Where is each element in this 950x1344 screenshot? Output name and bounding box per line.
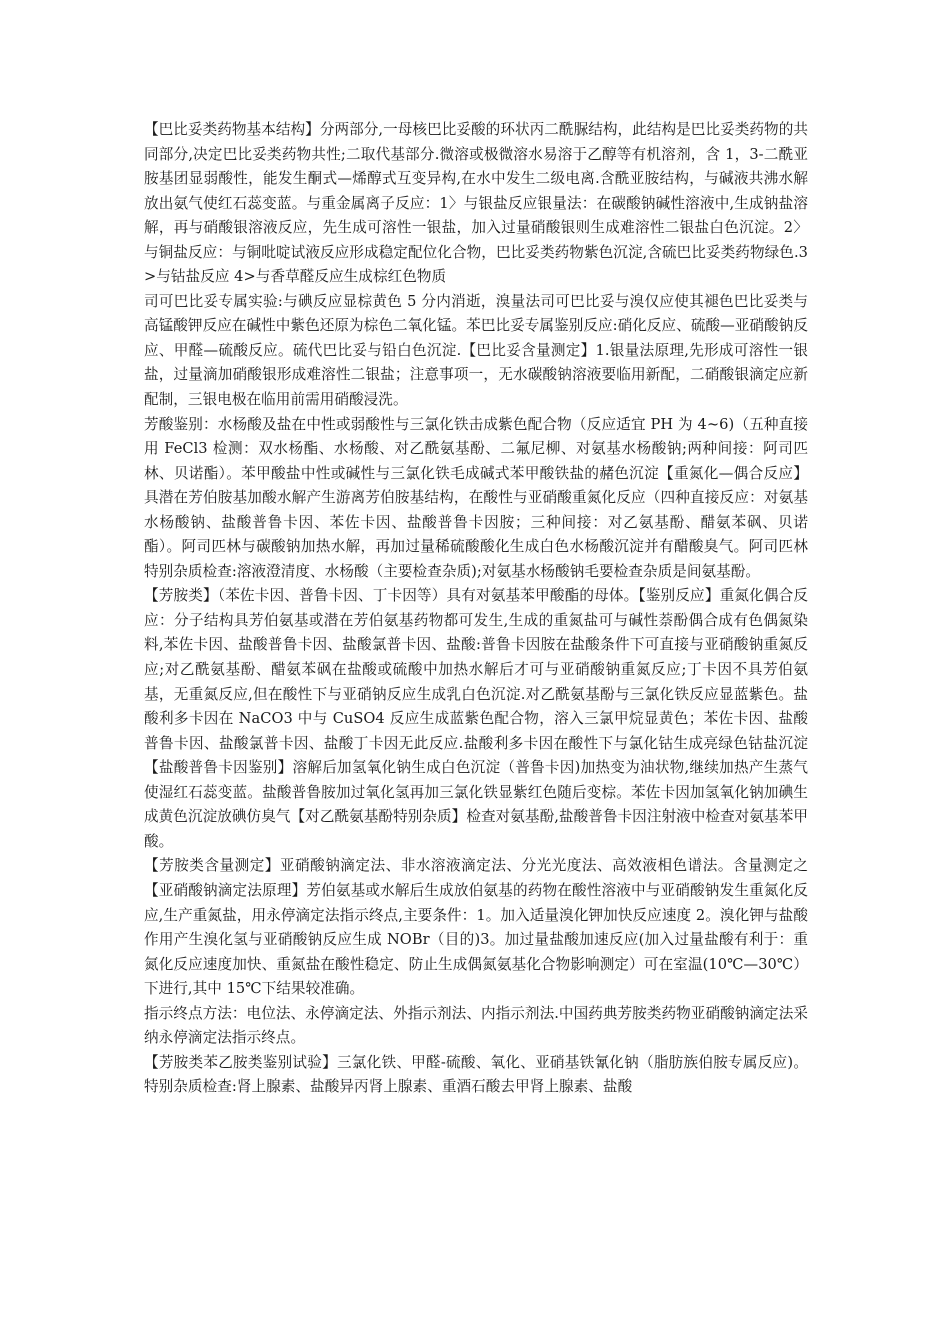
- paragraph-aromatic-acid-identification: 芳酸鉴别：水杨酸及盐在中性或弱酸性与三氯化铁击成紫色配合物（反应适宜 PH 为 4~6)（五种直接用 FeCl3 检测：双水杨酯、水杨酸、对乙酰氨基酚、二氟尼柳、对氨基水杨酸钠;两种间接：阿司匹林、贝诺酯）。苯甲酸盐中性或碱性与三氯化铁毛成碱式苯甲酸铁盐的赭色沉淀【重氮化—偶合反应】具潜在芳伯胺基加酸水解产生游离芳伯胺基结构，在酸性与亚硝酸重氮化反应（四种直接反应：对氨基水杨酸钠、盐酸普鲁卡因、苯佐卡因、盐酸普鲁卡因胺；三种间接：对乙氨基酚、醋氨苯砜、贝诺酯）。阿司匹林与碳酸钠加热水解，再加过量稀硫酸酸化生成白色水杨酸沉淀并有醋酸臭气。阿司匹林特别杂质检查:溶液澄清度、水杨酸（主要检查杂质);对氨基水杨酸钠毛要检查杂质是间氨基酚。: [144, 415, 808, 580]
- paragraph-barbiturate-structure: 【巴比妥类药物基本结构】分两部分,一母核巴比妥酸的环状丙二酰脲结构，此结构是巴比妥类药物的共同部分,决定巴比妥类药物共性;二取代基部分.微溶或极微溶水易溶于乙醇等有机溶剂，含 1，3-二酰亚胺基团显弱酸性，能发生酮式—烯醇式互变异构,在水中发生二级电离.含酰亚胺结构，与碱液共沸水解放出氨气使红石蕊变蓝。与重金属离子反应：1〉与银盐反应银量法：在碳酸钠碱性溶液中,生成钠盐溶解，再与硝酸银溶液反应，先生成可溶性一银盐，加入过量硝酸银则生成难溶性二银盐白色沉淀。2〉与铜盐反应：与铜吡啶试液反应形成稳定配位化合物，巴比妥类药物紫色沉淀,含硫巴比妥类药物绿色.3>与钴盐反应 4>与香草醛反应生成棕红色物质: [144, 121, 808, 286]
- paragraph-secobarbital-assay: 司可巴比妥专属实验:与碘反应显棕黄色 5 分内消逝，溴量法司可巴比妥与溴仅应使其褪色巴比妥类与高锰酸钾反应在碱性中紫色还原为棕色二氧化锰。苯巴比妥专属鉴别反应:硝化反应、硫酸—亚硝酸钠反应、甲醛—硫酸反应。硫代巴比妥与铅白色沉淀.【巴比妥含量测定】1.银量法原理,先形成可溶性一银盐，过量滴加硝酸银形成难溶性二银盐；注意事项一，无水碳酸钠溶液要临用新配，二硝酸银滴定应新配制，三银电极在临用前需用硝酸浸洗。: [144, 292, 808, 409]
- paragraph-aromatic-amine-content: 【芳胺类含量测定】亚硝酸钠滴定法、非水溶液滴定法、分光光度法、高效液相色谱法。含量测定之【亚硝酸钠滴定法原理】芳伯氨基或水解后生成放伯氨基的药物在酸性溶液中与亚硝酸钠发生重氮化反应,生产重氮盐，用永停滴定法指示终点,主要条件：1。加入适量溴化钾加快反应速度 2。溴化钾与盐酸作用产生溴化氢与亚硝酸钠反应生成 NOBr（目的)3。加过量盐酸加速反应(加入过量盐酸有利于：重氮化反应速度加快、重氮盐在酸性稳定、防止生成偶氮氨基化合物影响测定）可在室温(10℃—30℃）下进行,其中 15℃下结果较准确。: [144, 857, 808, 998]
- paragraph-endpoint-methods: 指示终点方法：电位法、永停滴定法、外指示剂法、内指示剂法.中国药典芳胺类药物亚硝酸钠滴定法采纳永停滴定法指示终点。: [144, 1004, 808, 1047]
- paragraph-phenethylamine-identification: 【芳胺类苯乙胺类鉴别试验】三氯化铁、甲醛-硫酸、氧化、亚硝基铁氰化钠（脂肪族伯胺专属反应)。特别杂质检查:肾上腺素、盐酸异丙肾上腺素、重酒石酸去甲肾上腺素、盐酸: [144, 1053, 808, 1096]
- document-page: [144, 118, 808, 1100]
- paragraph-aromatic-amines: 【芳胺类】（苯佐卡因、普鲁卡因、丁卡因等）具有对氨基苯甲酸酯的母体。【鉴别反应】重氮化偶合反应：分子结构具芳伯氨基或潜在芳伯氨基药物都可发生,生成的重氮盐可与碱性萘酚偶合成有色偶氮染料,苯佐卡因、盐酸普鲁卡因、盐酸氯普卡因、盐酸:普鲁卡因胺在盐酸条件下可直接与亚硝酸钠重氮反应;对乙酰氨基酚、醋氨苯砜在盐酸或硫酸中加热水解后才可与亚硝酸钠重氮反应;丁卡因不具芳伯氨基，无重氮反应,但在酸性下与亚硝钠反应生成乳白色沉淀.对乙酰氨基酚与三氯化铁反应显蓝紫色。盐酸利多卡因在 NaCO3 中与 CuSO4 反应生成蓝紫色配合物，溶入三氯甲烷显黄色；苯佐卡因、盐酸普鲁卡因、盐酸氯普卡因、盐酸丁卡因无此反应.盐酸利多卡因在酸性下与氯化钴生成亮绿色钴盐沉淀【盐酸普鲁卡因鉴别】溶解后加氢氧化钠生成白色沉淀（普鲁卡因)加热变为油状物,继续加热产生蒸气使湿红石蕊变蓝。盐酸普鲁胺加过氧化氢再加三氯化铁显紫红色随后变棕。苯佐卡因加氢氧化钠加碘生成黄色沉淀放碘仿臭气【对乙酰氨基酚特别杂质】检查对氨基酚,盐酸普鲁卡因注射液中检查对氨基苯甲酸。: [144, 587, 808, 850]
